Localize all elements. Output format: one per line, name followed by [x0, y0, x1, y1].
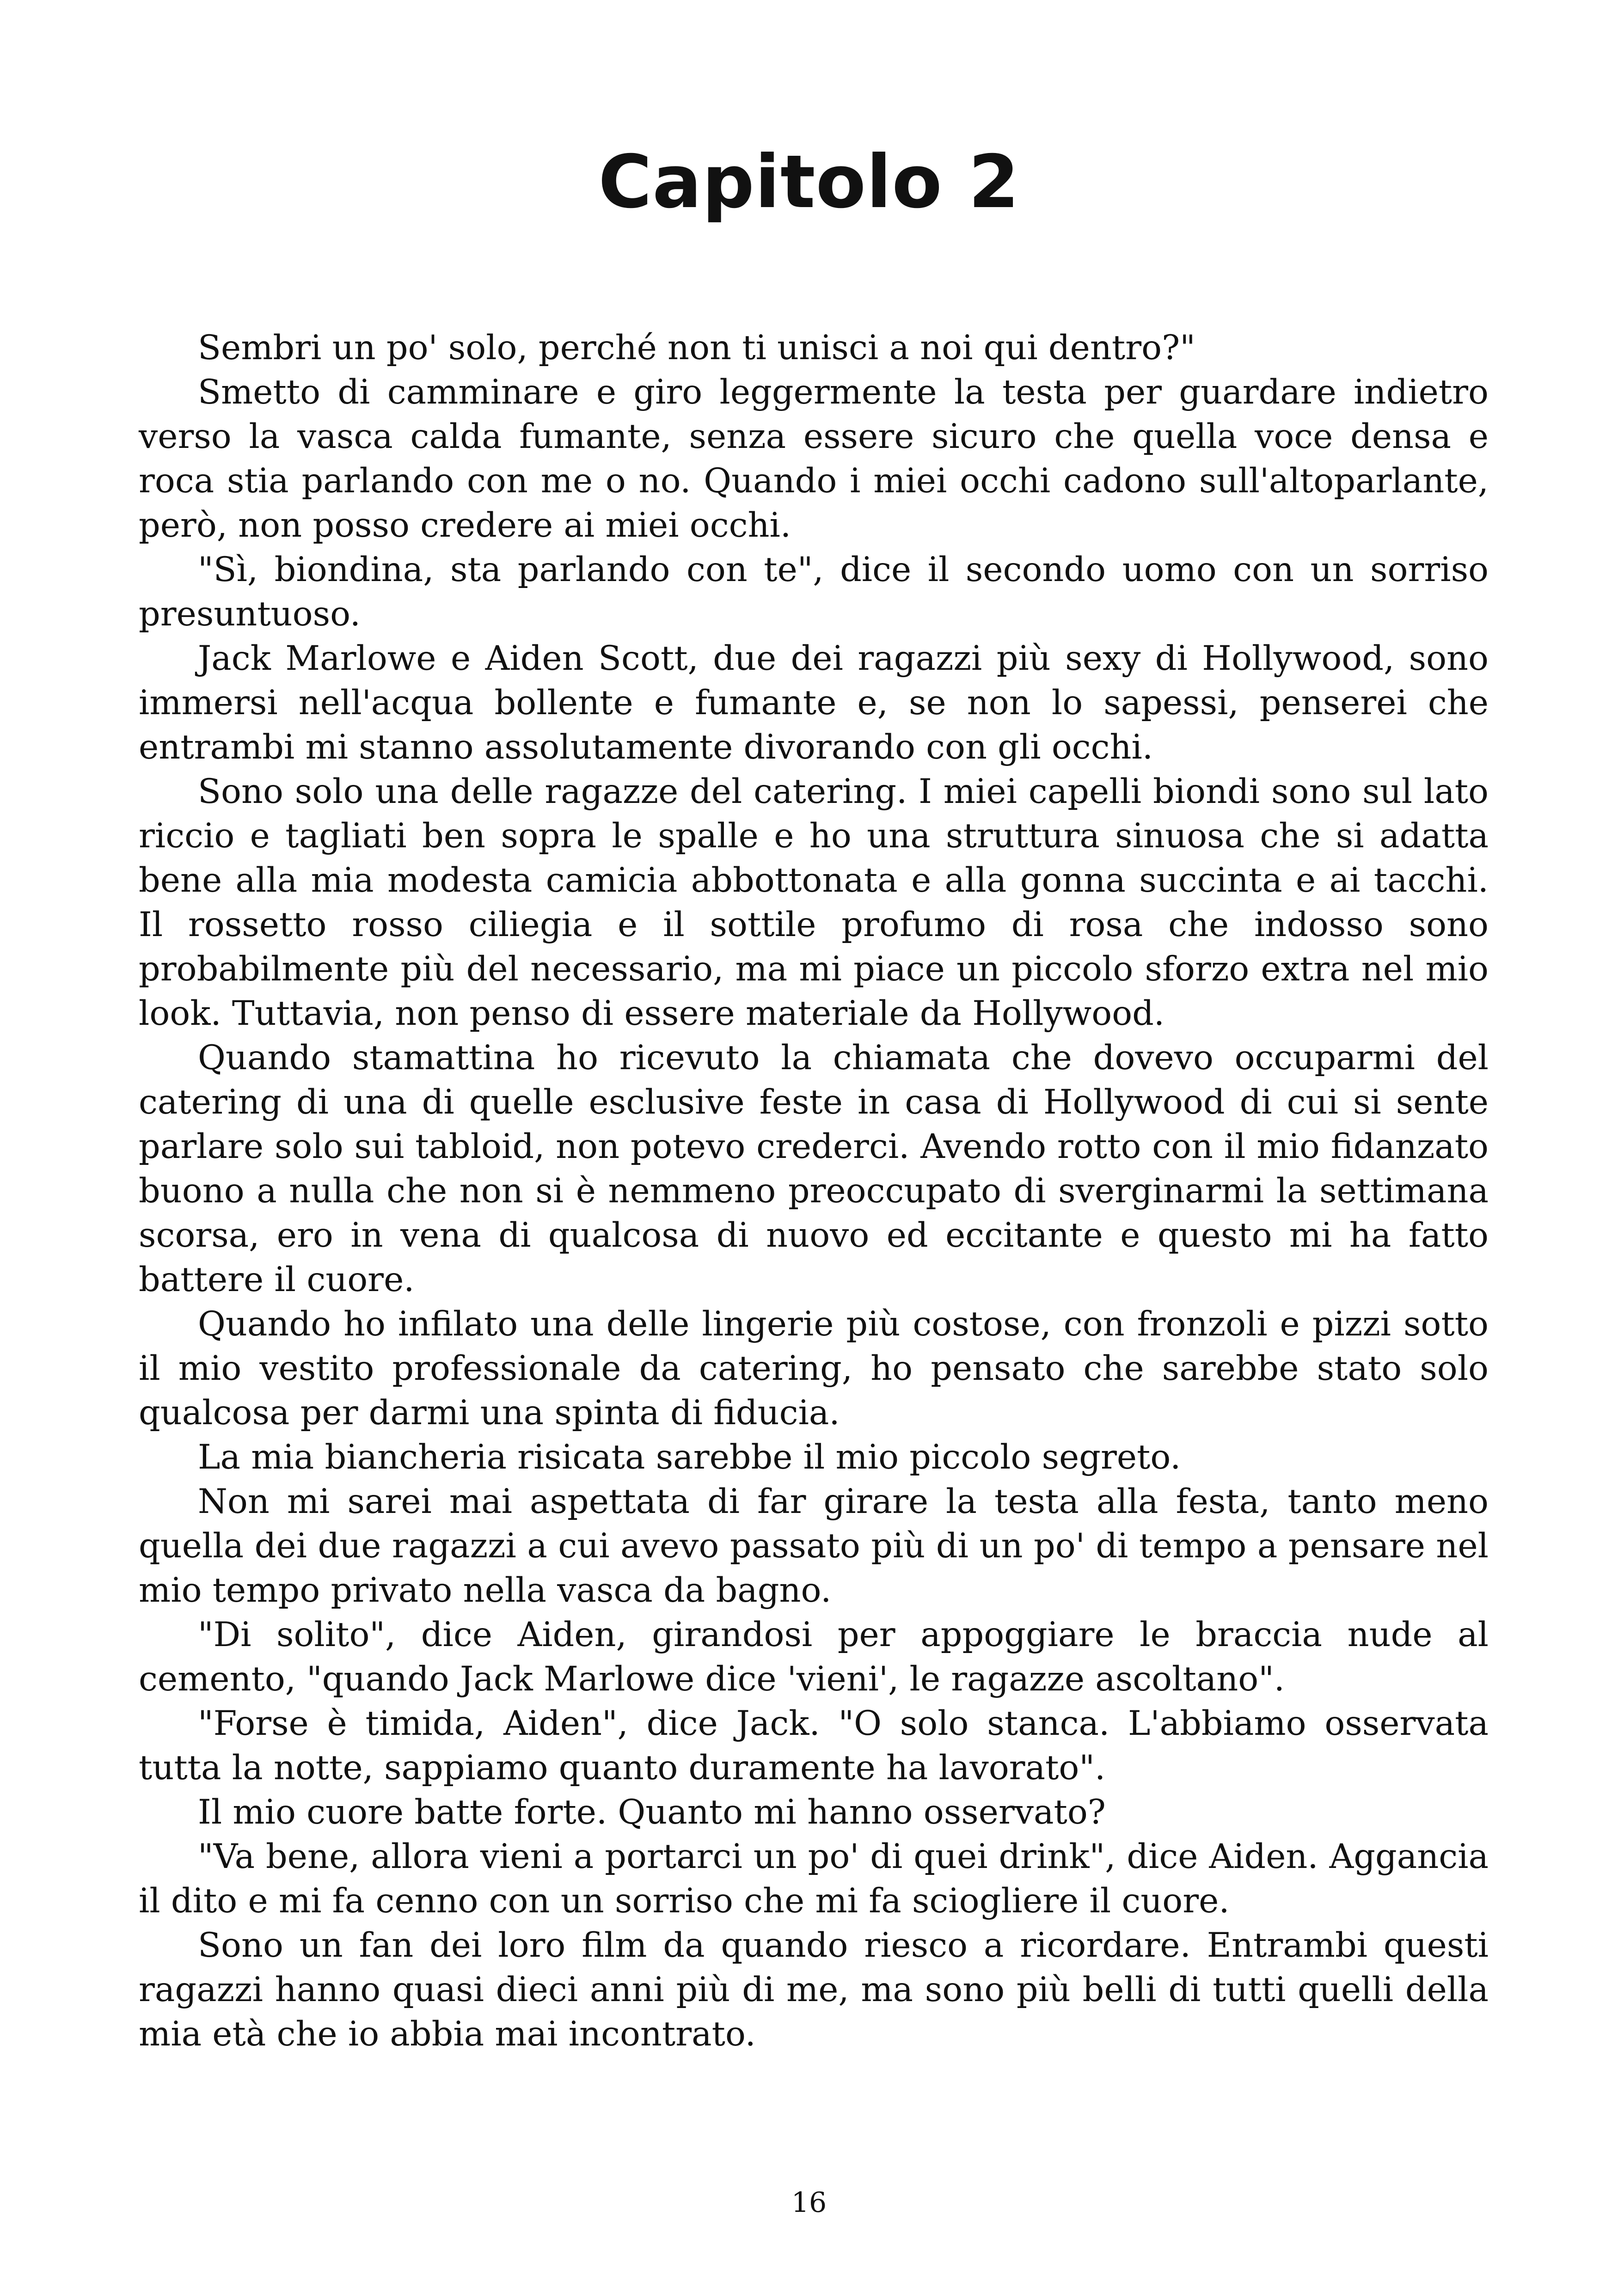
paragraph: Quando ho infilato una delle lingerie più costose, con fronzoli e pizzi sotto il mio vestito professionale da catering, ho pensato che sarebbe stato solo qualcosa per darmi una spinta di fiducia. [139, 1304, 1489, 1433]
chapter-title: Capitolo 2 [598, 140, 1020, 225]
paragraph: "Forse è timida, Aiden", dice Jack. "O solo stanca. L'abbiamo osservata tutta la notte, sappiamo quanto duramente ha lavorato". [139, 1704, 1489, 1788]
paragraph: Non mi sarei mai aspettata di far girare la testa alla festa, tanto meno quella dei due ragazzi a cui avevo passato più di un po' di tempo a pensare nel mio tempo privato nella vasca da bagno. [139, 1482, 1489, 1610]
paragraph: "Di solito", dice Aiden, girandosi per appoggiare le braccia nude al cemento, "quando Jack Marlowe dice 'vieni', le ragazze ascoltano". [139, 1615, 1489, 1699]
paragraph: Jack Marlowe e Aiden Scott, due dei ragazzi più sexy di Hollywood, sono immersi nell'acqua bollente e fumante e, se non lo sapessi, penserei che entrambi mi stanno assolutamente divorando con gli occhi. [139, 639, 1489, 767]
page-number: 16 [791, 2186, 827, 2219]
paragraph: Il mio cuore batte forte. Quanto mi hanno osservato? [198, 1793, 1106, 1832]
paragraph: La mia biancheria risicata sarebbe il mio piccolo segreto. [198, 1438, 1181, 1477]
paragraph: Sono solo una delle ragazze del catering. I miei capelli biondi sono sul lato riccio e tagliati ben sopra le spalle e ho una struttura sinuosa che si adatta bene alla mia modesta camicia abbottonata e alla gonna succinta e ai tacchi. Il rossetto rosso ciliegia e il sottile profumo di rosa che indosso sono probabilmente più del necessario, ma mi piace un piccolo sforzo extra nel mio look. Tuttavia, non penso di essere materiale da Hollywood. [139, 772, 1489, 1033]
paragraph: Sono un fan dei loro film da quando riesco a ricordare. Entrambi questi ragazzi hanno quasi dieci anni più di me, ma sono più belli di tutti quelli della mia età che io abbia mai incontrato. [139, 1926, 1489, 2054]
paragraph: "Sì, biondina, sta parlando con te", dice il secondo uomo con un sorriso presuntuoso. [139, 550, 1489, 634]
paragraph: "Va bene, allora vieni a portarci un po' di quei drink", dice Aiden. Aggancia il dito e mi fa cenno con un sorriso che mi fa sciogliere il cuore. [139, 1837, 1489, 1921]
paragraph: Smetto di camminare e giro leggermente la testa per guardare indietro verso la vasca calda fumante, senza essere sicuro che quella voce densa e roca stia parlando con me o no. Quando i miei occhi cadono sull'altoparlante, però, non posso credere ai miei occhi. [139, 373, 1489, 545]
chapter-body [139, 326, 1489, 2057]
paragraph: Quando stamattina ho ricevuto la chiamata che dovevo occuparmi del catering di una di quelle esclusive feste in casa di Hollywood di cui si sente parlare solo sui tabloid, non potevo crederci. Avendo rotto con il mio fidanzato buono a nulla che non si è nemmeno preoccupato di sverginarmi la settimana scorsa, ero in vena di qualcosa di nuovo ed eccitante e questo mi ha fatto battere il cuore. [139, 1038, 1489, 1299]
paragraph: Sembri un po' solo, perché non ti unisci a noi qui dentro?" [198, 328, 1195, 367]
